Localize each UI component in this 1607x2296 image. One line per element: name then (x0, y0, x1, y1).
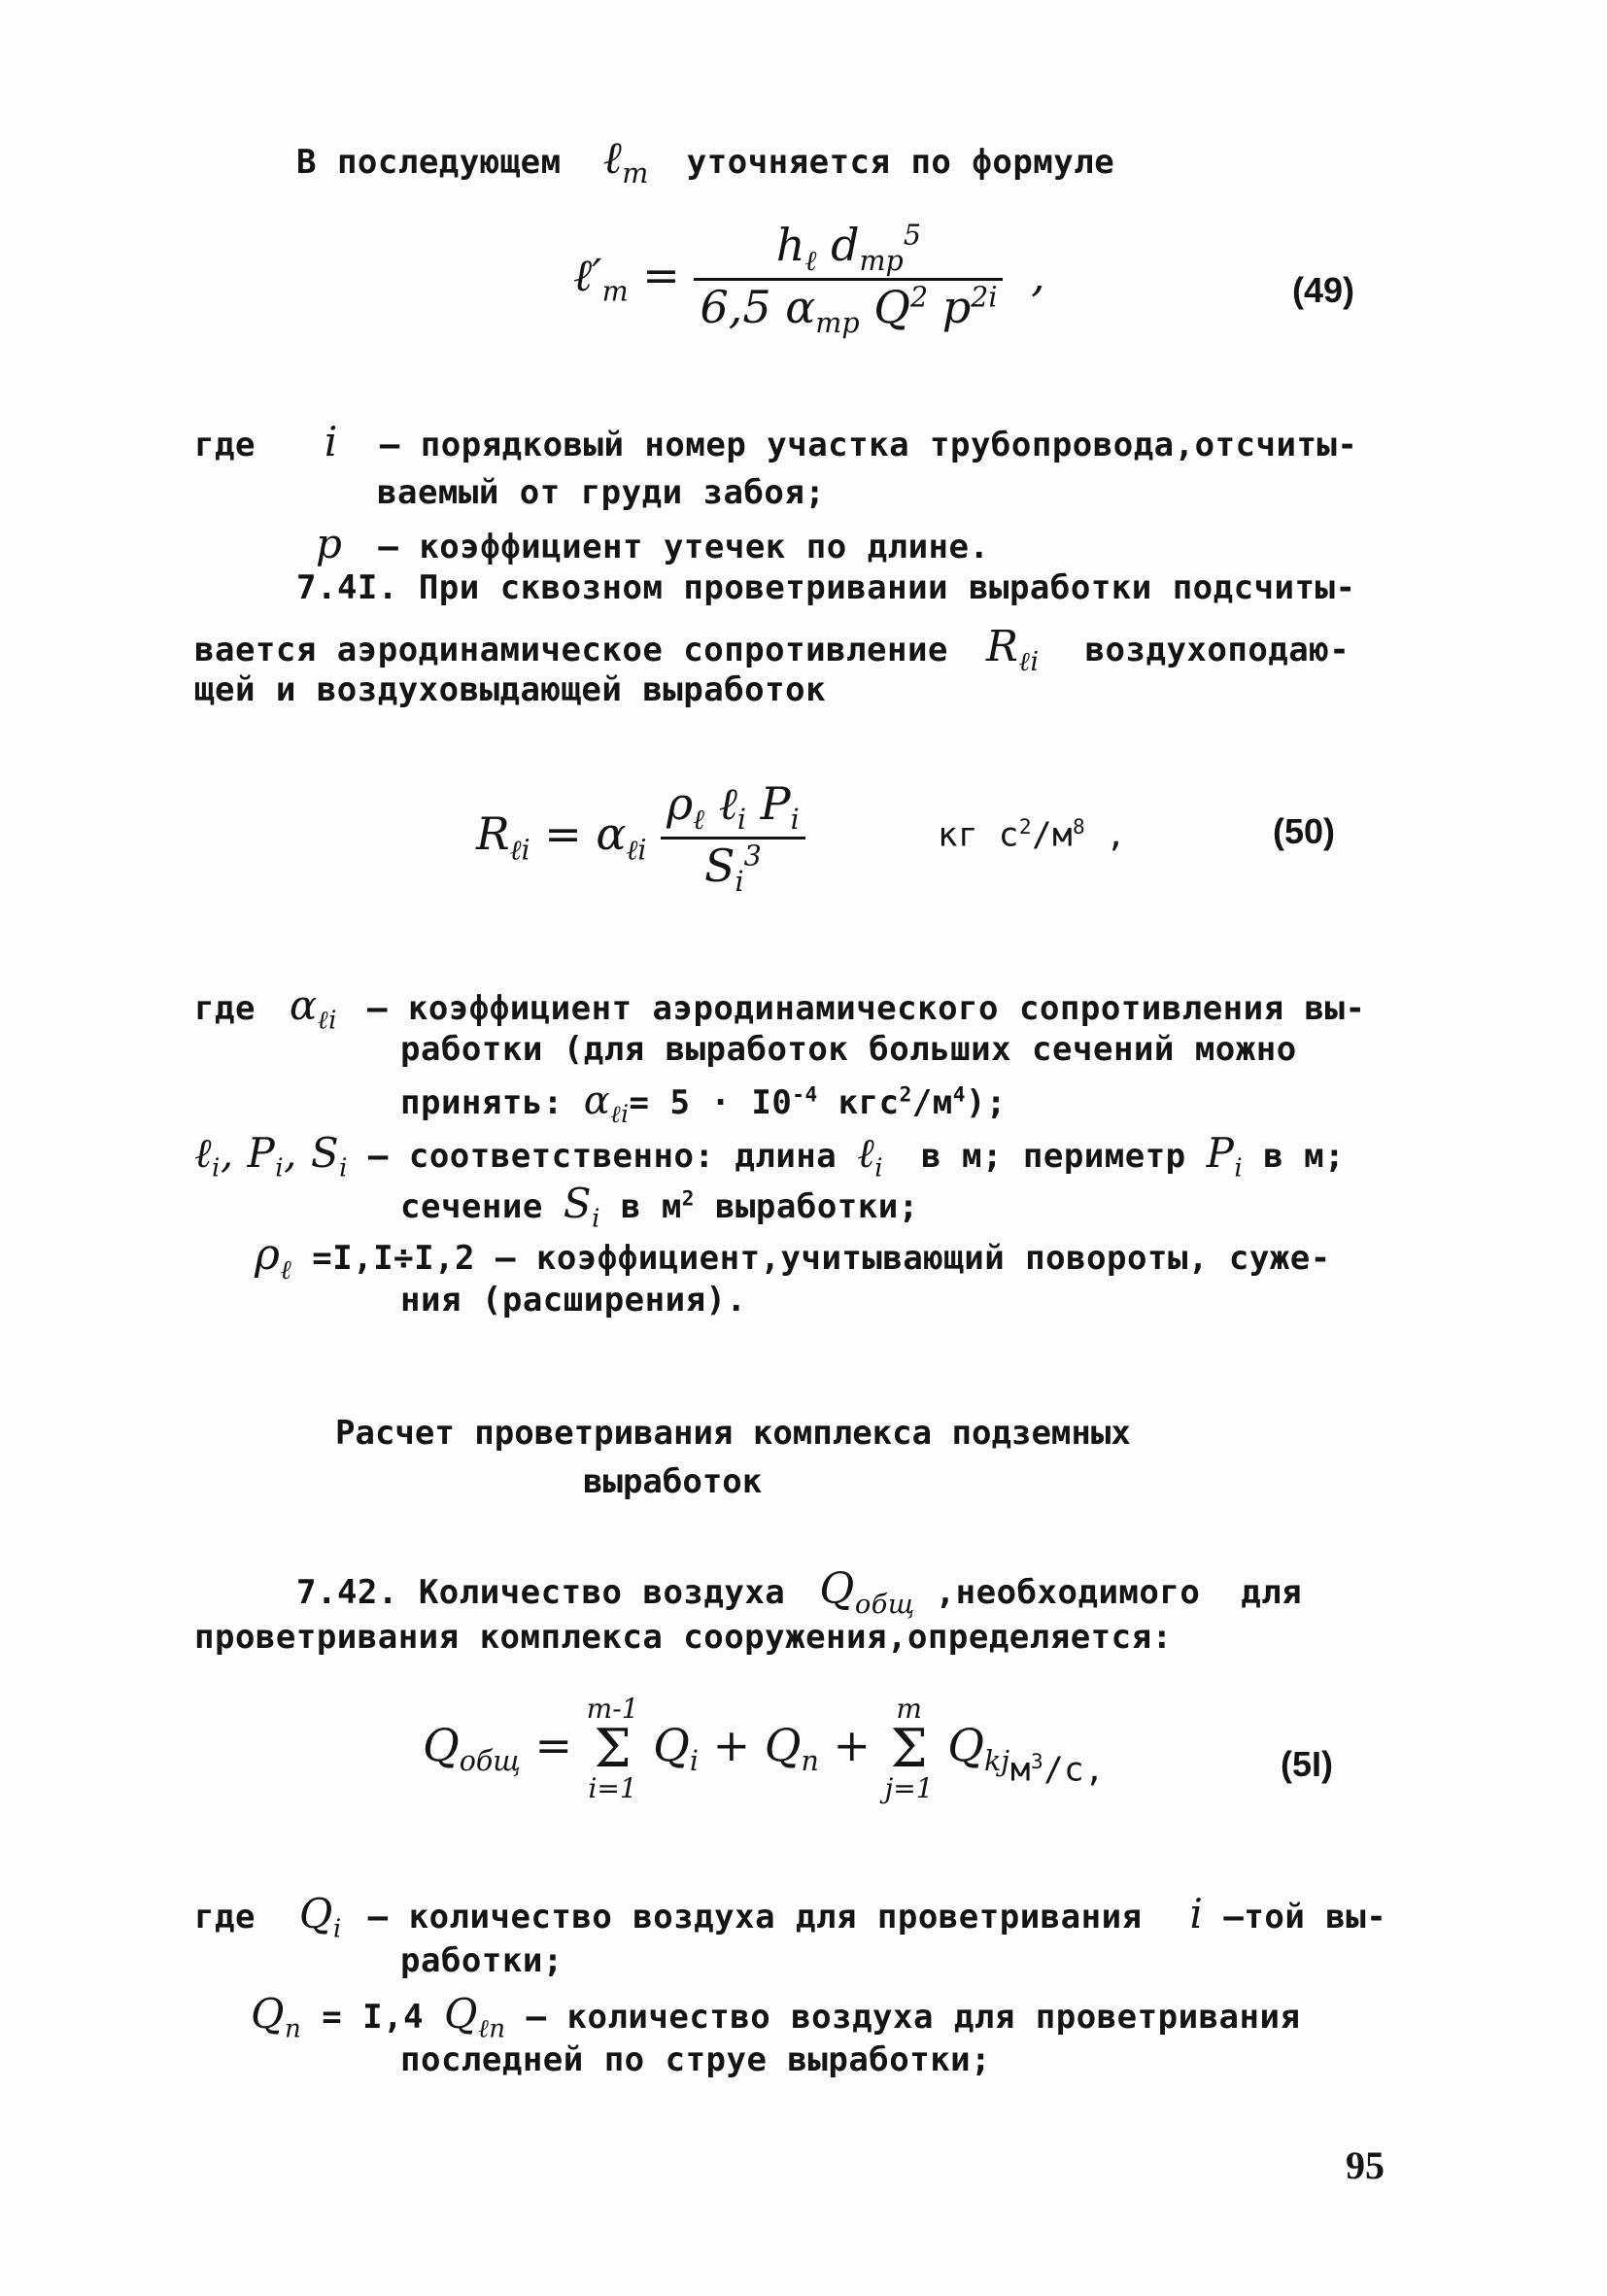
intro-text: В последующем (296, 143, 562, 182)
symbols-l-p-s: ℓ$_i$, $P_i$, $S_i$ (194, 1129, 348, 1183)
symbol-q-total: $Q_{общ}$ (819, 1564, 915, 1620)
formula-50: $R_{\ell i} = \alpha_{\ell i}$ $\frac{\rho_\ell \ell_i P_i}{S_i^3}$ (476, 777, 805, 898)
where-alpha-line-3: принять: $\alpha_{\ell i}= 5 \cdot I0^{-4}$ $кгс^2/м^4$); (400, 1079, 1007, 1128)
where-i-line-1: где i – порядковый номер участка трубопровода,отсчиты- (194, 418, 1358, 465)
formula-49: $\ell'_m$ = $\frac{h_\ell d_{mp}^5}{6,5 \alpha_{mp} Q^2 p^{2i}}$ , (573, 219, 1045, 340)
symbol-i: i (324, 418, 338, 465)
equation-number-50: (50) (1273, 811, 1336, 851)
symbol-q-i: $Q_i$ (298, 1890, 342, 1944)
section-heading-line-1: Расчет проветривания комплекса подземных (335, 1414, 1131, 1453)
para-7-42-line-1: 7.42. Количество воздуха $Q_{общ}$ ,необходимого для (296, 1564, 1303, 1620)
para-7-41-line-3: щей и воздуховыдающей выработок (194, 670, 827, 709)
equation-number-49: (49) (1292, 270, 1355, 310)
where-qi-line-2: работки; (400, 1941, 564, 1980)
para-7-42-line-2: проветривания комплекса сооружения,определяется: (194, 1618, 1173, 1657)
symbol-l-m: ℓ$_m$ (602, 131, 649, 190)
formula-50-unit: кг $с^2/м^8$ , (938, 814, 1127, 855)
where-alpha-line-1: где $\alpha_{\ell i}$ – коэффициент аэродинамического сопротивления вы- (194, 981, 1366, 1036)
symbol-q-n: $Q_п$ (251, 1990, 302, 2044)
where-i-line-2: ваемый от груди забоя; (377, 473, 826, 512)
intro-line (296, 131, 1114, 189)
para-7-41-line-1: 7.4I. При сквозном проветривании выработки подсчиты- (296, 568, 1356, 607)
para-7-41-line-2: вается аэродинамическое сопротивление $R_{\ell i}$ воздухоподаю- (194, 622, 1351, 677)
where-qi-line-1: где $Q_i$ – количество воздуха для проветривания i –той вы- (194, 1890, 1387, 1944)
symbol-r-li: $R_{\ell i}$ (985, 622, 1040, 677)
where-qn-line-1: $Q_п = I,4$ $Q_{\ell п}$ – количество воздуха для проветривания (251, 1990, 1301, 2044)
where-p-line: p – коэффициент утечек по длине. (316, 520, 990, 567)
where-rho-line-2: ния (расширения). (400, 1281, 747, 1319)
where-lps-line-2: сечение $S_i$ в $м^2$ выработки; (400, 1180, 919, 1234)
formula-51-unit: $м^3/с$, (1010, 1749, 1106, 1790)
symbol-alpha-li: $\alpha_{\ell i}$ (289, 981, 337, 1036)
equation-number-51: (5I) (1281, 1744, 1333, 1784)
intro-text-end: уточняется по формуле (686, 143, 1115, 182)
symbol-rho-l: $\rho_\ell$ (255, 1230, 292, 1285)
where-lps-line-1: ℓ$_i$, $P_i$, $S_i$ – соответственно: длина ℓ$_i$ в м; периметр $P_i$ в м; (194, 1129, 1346, 1183)
formula-51: $Q_{общ}$ = m-1 Σ i=1 $Q_i + Q_п$ + m Σ j=1 $Q_{kj}$ (423, 1693, 1010, 1804)
symbol-p: p (316, 520, 343, 567)
section-heading-line-2: выработок (583, 1462, 763, 1501)
where-rho-line-1: $\rho_\ell =I,I\div I,2$ – коэффициент,учитывающий повороты, суже- (255, 1230, 1331, 1285)
where-qn-line-2: последней по струе выработки; (400, 2040, 992, 2079)
where-alpha-line-2: работки (для выработок больших сечений можно (400, 1030, 1297, 1069)
page-number: 95 (1346, 2143, 1385, 2187)
